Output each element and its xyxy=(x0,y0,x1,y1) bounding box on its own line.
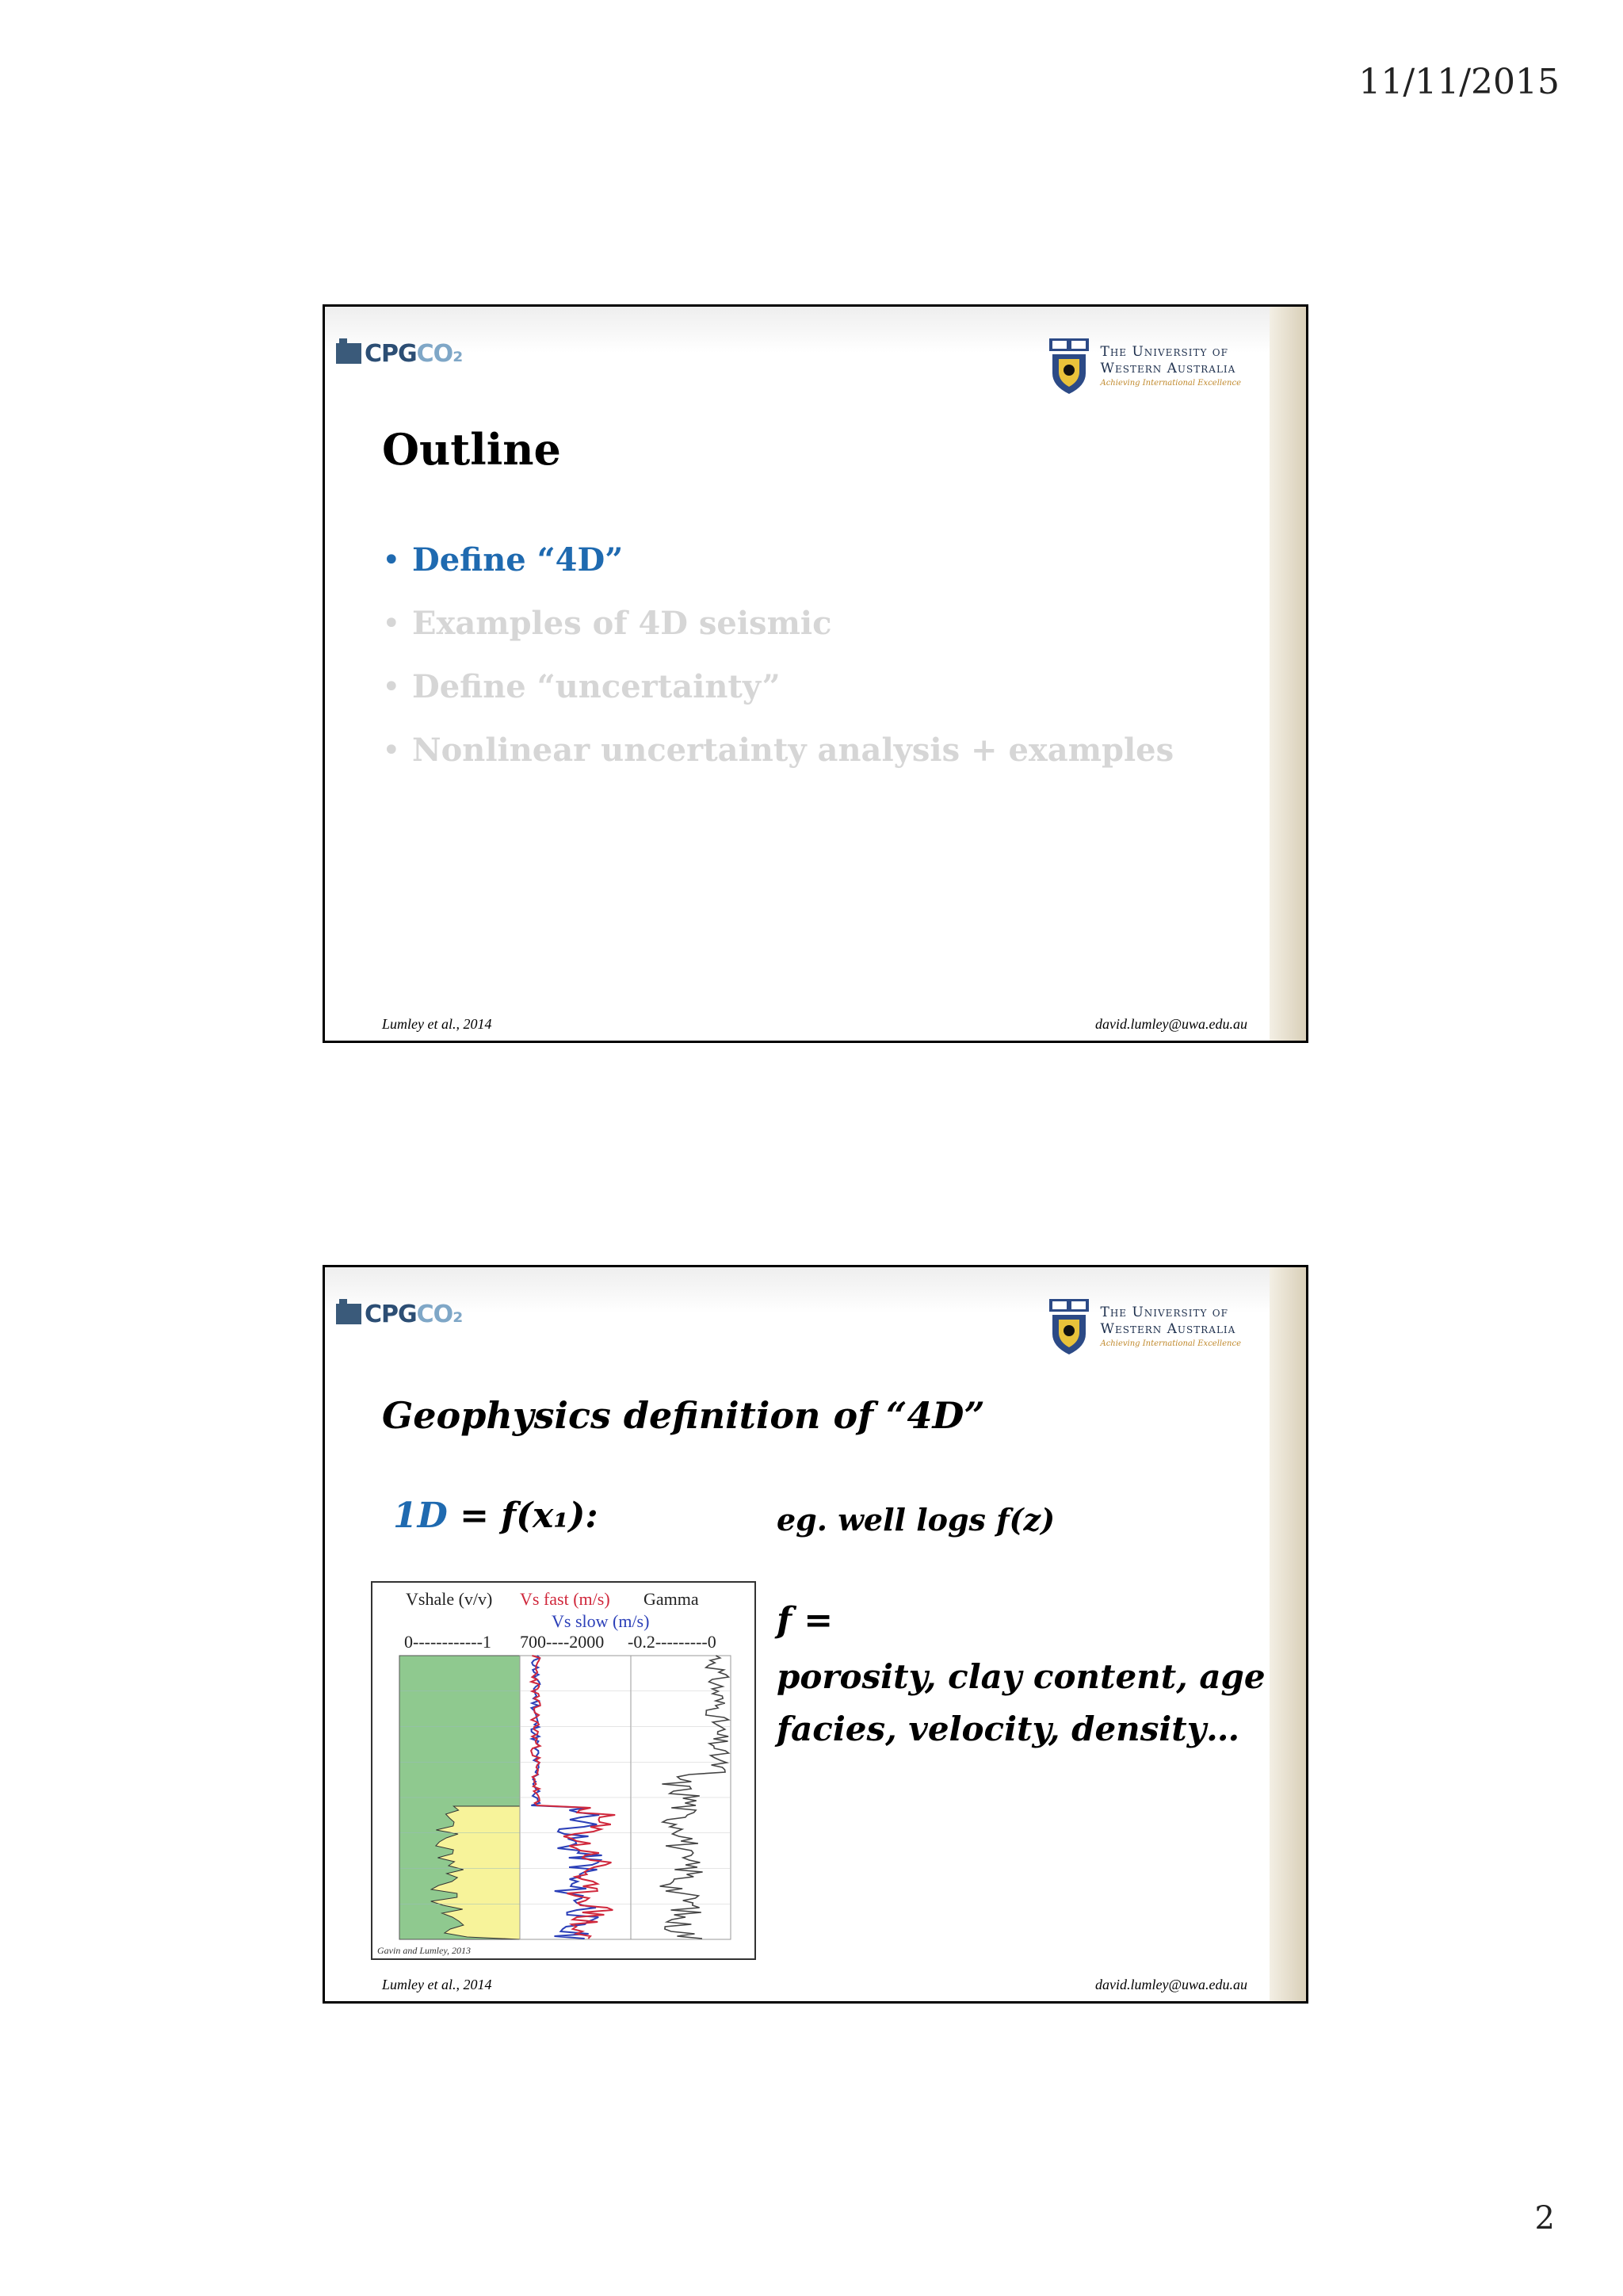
f-equals: f = xyxy=(777,1600,834,1641)
page-number: 2 xyxy=(1534,2200,1555,2237)
cpg-co2-logo xyxy=(336,340,462,367)
cpg-logo-text: CPG xyxy=(365,1300,417,1328)
range-vs: 700----2000 xyxy=(520,1632,605,1652)
slide-title: Outline xyxy=(382,424,561,475)
cpg-co2-logo xyxy=(336,1301,462,1328)
f-properties-line2: facies, velocity, density… xyxy=(777,1710,1240,1748)
well-log-plot xyxy=(372,1583,754,1958)
slide-footer-email: david.lumley@uwa.edu.au xyxy=(1094,1016,1247,1032)
uwa-tagline: Achieving International Excellence xyxy=(1100,1339,1241,1348)
slide-side-shade xyxy=(1270,307,1306,1041)
well-log-figure xyxy=(371,1581,756,1960)
outline-item-label: Examples of 4D seismic xyxy=(412,605,832,642)
outline-item-label: Define “uncertainty” xyxy=(412,668,781,705)
uwa-logo xyxy=(1048,337,1241,397)
one-d-label: 1D xyxy=(393,1496,448,1536)
uwa-name-line2: Western Australia xyxy=(1100,361,1236,376)
bullet-dot-icon: • xyxy=(382,542,401,579)
slide-side-shade xyxy=(1270,1267,1306,2001)
slide-4d-definition xyxy=(323,1265,1308,2004)
range-vshale: 0------------1 xyxy=(404,1632,491,1652)
outline-item-label: Define “4D” xyxy=(412,541,624,579)
uwa-name-line1: The University of xyxy=(1100,344,1228,360)
header-vsfast: Vs fast (m/s) xyxy=(520,1589,610,1609)
slide-footer-email: david.lumley@uwa.edu.au xyxy=(1094,1977,1247,1992)
uwa-crest-icon xyxy=(1048,337,1090,397)
header-vshale: Vshale (v/v) xyxy=(406,1589,493,1609)
outline-item-define-uncertainty xyxy=(382,655,1174,719)
uwa-logo xyxy=(1048,1297,1241,1358)
uwa-name-line1: The University of xyxy=(1100,1305,1228,1320)
figure-credit: Gavin and Lumley, 2013 xyxy=(377,1945,471,1956)
slide-outline xyxy=(323,304,1308,1043)
one-d-expression: = f(x₁): xyxy=(447,1496,598,1536)
co2-logo-text: CO₂ xyxy=(416,339,463,368)
header-gamma: Gamma xyxy=(643,1589,699,1609)
uwa-crest-icon xyxy=(1048,1297,1090,1358)
slide-title: Geophysics definition of “4D” xyxy=(382,1394,985,1437)
outline-item-examples xyxy=(382,592,1174,655)
range-gamma: -0.2---------0 xyxy=(628,1632,716,1652)
bullet-dot-icon: • xyxy=(382,606,401,642)
example-text: eg. well logs f(z) xyxy=(777,1502,1056,1538)
bullet-dot-icon: • xyxy=(382,669,401,705)
co2-logo-text: CO₂ xyxy=(416,1300,463,1328)
outline-list xyxy=(382,529,1174,782)
bullet-dot-icon: • xyxy=(382,732,401,769)
velocity-track xyxy=(520,1656,631,1939)
outline-item-label: Nonlinear uncertainty analysis + examples xyxy=(412,732,1174,769)
slide-footer-citation: Lumley et al., 2014 xyxy=(382,1977,492,1992)
cpg-logo-icon xyxy=(336,1304,361,1324)
f-properties xyxy=(777,1651,1284,1755)
slide-footer-citation: Lumley et al., 2014 xyxy=(382,1016,492,1032)
cpg-logo-text: CPG xyxy=(365,339,417,368)
page-date: 11/11/2015 xyxy=(1358,62,1560,102)
one-d-formula xyxy=(393,1496,598,1536)
f-properties-line1: porosity, clay content, age xyxy=(777,1657,1266,1696)
cpg-logo-icon xyxy=(336,343,361,364)
outline-item-define-4d xyxy=(382,529,1174,592)
outline-item-nonlinear xyxy=(382,719,1174,782)
header-vsslow: Vs slow (m/s) xyxy=(552,1611,650,1631)
uwa-tagline: Achieving International Excellence xyxy=(1100,379,1241,388)
gamma-track xyxy=(631,1656,731,1939)
vshale-track xyxy=(399,1656,520,1939)
uwa-name-line2: Western Australia xyxy=(1100,1321,1236,1337)
